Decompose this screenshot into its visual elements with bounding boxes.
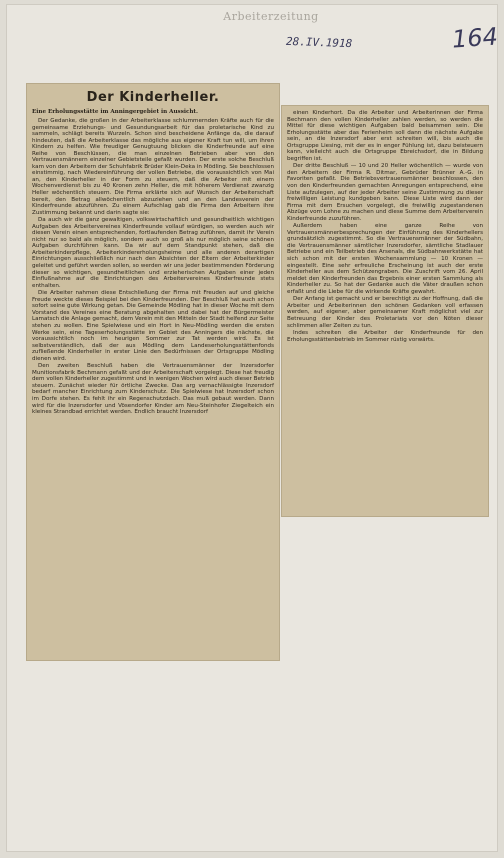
article-paragraph: Indes schreiten die Arbeiter der Kinderfreunde für den Erholungsstättenbetrieb im Sommer rüstig vorwärts. xyxy=(287,330,483,343)
article-headline: Der Kinderheller. xyxy=(86,90,220,105)
handwritten-date: 28.IV.1918 xyxy=(285,34,353,51)
article-paragraph: einen Kinderhort. Da die Arbeiter und Arbeiterinnen der Firma Bechmann den vollen Kinderheller zahlen werden, so werden die Mittel für diese wichtigen Aufgaben bald beisammen sein. Die Erholungsstätte aber das Ferienheim soll dann die nächste Aufgabe sein, an die Inzersdorf aber erst schreiten will, bis auch die Ortsgruppe Liesing, mit der es in enger Fühlung ist, dazu beisteuern kann, vielleicht auch die Ortsgruppe Ebreichsdorf, die in Bildung begriffen ist. xyxy=(287,110,483,162)
article-paragraph: Die Arbeiter nahmen diese Entschließung der Firma mit Freuden auf und gleiche Freude weckte dieses Beispiel bei den Kinderfreunden. Der Beschluß hat auch schon sofort seine gute Wirkung getan. Die Gemeinde Mödling hat in dieser Woche mit dem Vorstand des Vereines eine Beratung abgehalten und dabei hat der Bürgermeister Lamatsch die Anlage gemacht, dem Verein mit den Mitteln der Stadt helfend zur Seite stehen zu wollen. Eine Spielwiese und ein Hort in Neu-Mödling werden die ersten Werke sein, eine Tageserholungsstätte im Gebiet des Anningers die nächste, die voraussichtlich noch im heurigen Sommer zur Tat werden wird. Es ist selbstverständlich, daß der aus Mödling dem Landeserholungsstättenfonds zufließende Kinderheller in erster Linie den Bedürfnissen der Ortsgruppe Mödling dienen wird. xyxy=(32,290,274,362)
handwritten-archive-number: 164 xyxy=(451,22,499,54)
article-paragraph: Den zweiten Beschluß haben die Vertrauensmänner der Inzersdorfer Munitionsfabrik Bechmann gefaßt und der Arbeiterschaft vorgelegt. Diese hat freudig dem vollen Kinderheller zugestimmt und in wenigen Wochen wird auch dieser Betrieb steuern. Zunächst wieder für örtliche Zwecke. Das arg vernachlässigte Inzersdorf bedarf mancher Einrichtung zum Kinderschutz. Die Spielwiese hat Inzersdorf schon im Dorfe stehen. Es fehlt ihr ein Regenschutzdach. Das muß gebaut werden. Dann wird für die Inzersdorfer und Vösendorfer Kinder am Neu-Steinhofer Ziegelteich ein kleines Strandbad errichtet werden. Endlich braucht Inzersdorf xyxy=(32,363,274,416)
newspaper-clipping-right-column xyxy=(282,106,488,516)
masthead: Arbeiterzeitung xyxy=(223,10,319,23)
article-paragraph: Der dritte Beschluß — 10 und 20 Heller wöchentlich — wurde von den Arbeitern der Firma R. Ditmar, Gebrüder Brünner A.-G. in Favoriten gefaßt. Die Betriebsvertrauensmänner beschlossen, den von den Kinderfreunden gemachten Anregungen entsprechend, eine Liste aufzulegen, auf der jeder Arbeiter seine Zustimmung zu dieser freiwilligen Leistung kundgeben kann. Diese Liste wird dann der Firma mit dem Ersuchen vorgelegt, die freiwillig zugestandenen Abzüge vom Lohne zu machen und diese Summe dem Arbeiterverein Kinderfreunde zuzuführen. xyxy=(287,163,483,222)
newspaper-clipping-left-column xyxy=(27,84,279,660)
article-paragraph: Der Anfang ist gemacht und er berechtigt zu der Hoffnung, daß die Arbeiter und Arbeiterinnen den schönen Gedanken voll erfassen werden, auf eigener, aber gemeinsamer Kraft möglichst viel zur Betreuung der Kinder des Proletariats vor den Nöten dieser schlimmen aller Zeiten zu tun. xyxy=(287,296,483,329)
article-paragraph: Der Gedanke, die großen in der Arbeiterklasse schlummernden Kräfte auch für die gemeinsame Erziehungs- und Gesundungsarbeit für das proletarische Kind zu sammeln, schlägt bereits Wurzeln. Schon sind bescheidene Anfänge da, die darauf hindeuten, daß die Arbeiterklasse das mögliche aus eigener Kraft tun will, um ihren Kindern zu helfen. Wie freudiger Genugtuung blicken die Kinderfreunde auf eine Reihe von Beschlüssen, die man einzelnen Betrieben aber von den Vertrauensmännern einzelner Gebietsteile gefaßt wurden. Der erste solche Beschluß kam von den Arbeitern der Schuhfabrik Brüder Klein-Deka in Mödling. Sie beschlossen einstimmig, nach Wiedereinführung der vollen Betriebe, die voraussichtlich von Mai an, den Kinderheller in der Form zu steuern, daß die Arbeiter mit einem Wochenverdienst bis zu 40 Kronen zehn Heller, die mit höherem Verdienst zwanzig Heller wöchentlich steuern. Die Firma erklärte sich auf Wunsch der Arbeiterschaft bereit, den Betrag allwöchentlich abzuziehen und an den Landesverein der Kinderfreunde abzuführen. Zu einem Aufschlag gab die Firma den Arbeitern ihre Zustimmung bekannt und darin sagte sie: xyxy=(32,118,274,216)
article-paragraph: Außerdem haben eine ganze Reihe von Vertrauensmännerbesprechungen der Einführung des Kinderhellers grundsätzlich zugestimmt. So die Vertrauensmänner der Südbahn, die Vertrauensmänner sämtlicher Inzersdorfer, sämtliche Stadlauer Betriebe und ein Teilbetrieb des Arsenals, die Südbahnwerkstätte hat sich schon mit der ersten Wochensammlung — 10 Kronen — eingestellt. Eine sehr erfreuliche Erscheinung ist auch der erste Kinderheller aus dem Schützengraben. Die Zuschrift vom 26. April meldet den Kinderfreunden das Ergebnis einer ersten Sammlung als Kinderheller zu. So hat der Gedanke auch die Väter draußen schon erfaßt und die Liebe für die wirkende Kräfte gewahrt. xyxy=(287,223,483,295)
article-subhead: Eine Erholungsstätte im Anningergebiet in Aussicht. xyxy=(32,109,198,115)
article-paragraph: Da auch wir die ganz gewaltigen, volkswirtschaftlich und gesundheitlich wichtigen Aufgaben des Arbeitervereines Kinderfreunde vollauf würdigen, so werden auch wir diesen Verein einen entsprechenden, fortlaufenden Betrag zuführen, damit ihr Verein nicht nur so bald als möglich, sondern auch so groß als nur möglich seine schönen Aufgaben durchführen kann. Da wir auf dem Standpunkt stehen, daß die Arbeiterkinderpflege, Arbeiterkindererholungsheime und alle anderen derartigen Einrichtungen ausschließlich nur nach den Absichten der Eltern der Arbeiterkinder geleitet und geführt werden sollen, so werden wir uns jeder bestimmenden Förderung dieser so wichtigen, gesundheitlichen und erzieherischen Aufgaben einer jeden Einflußnahme auf die Einrichtungen des Arbeitervereines Kinderfreunde stets enthalten. xyxy=(32,217,274,289)
